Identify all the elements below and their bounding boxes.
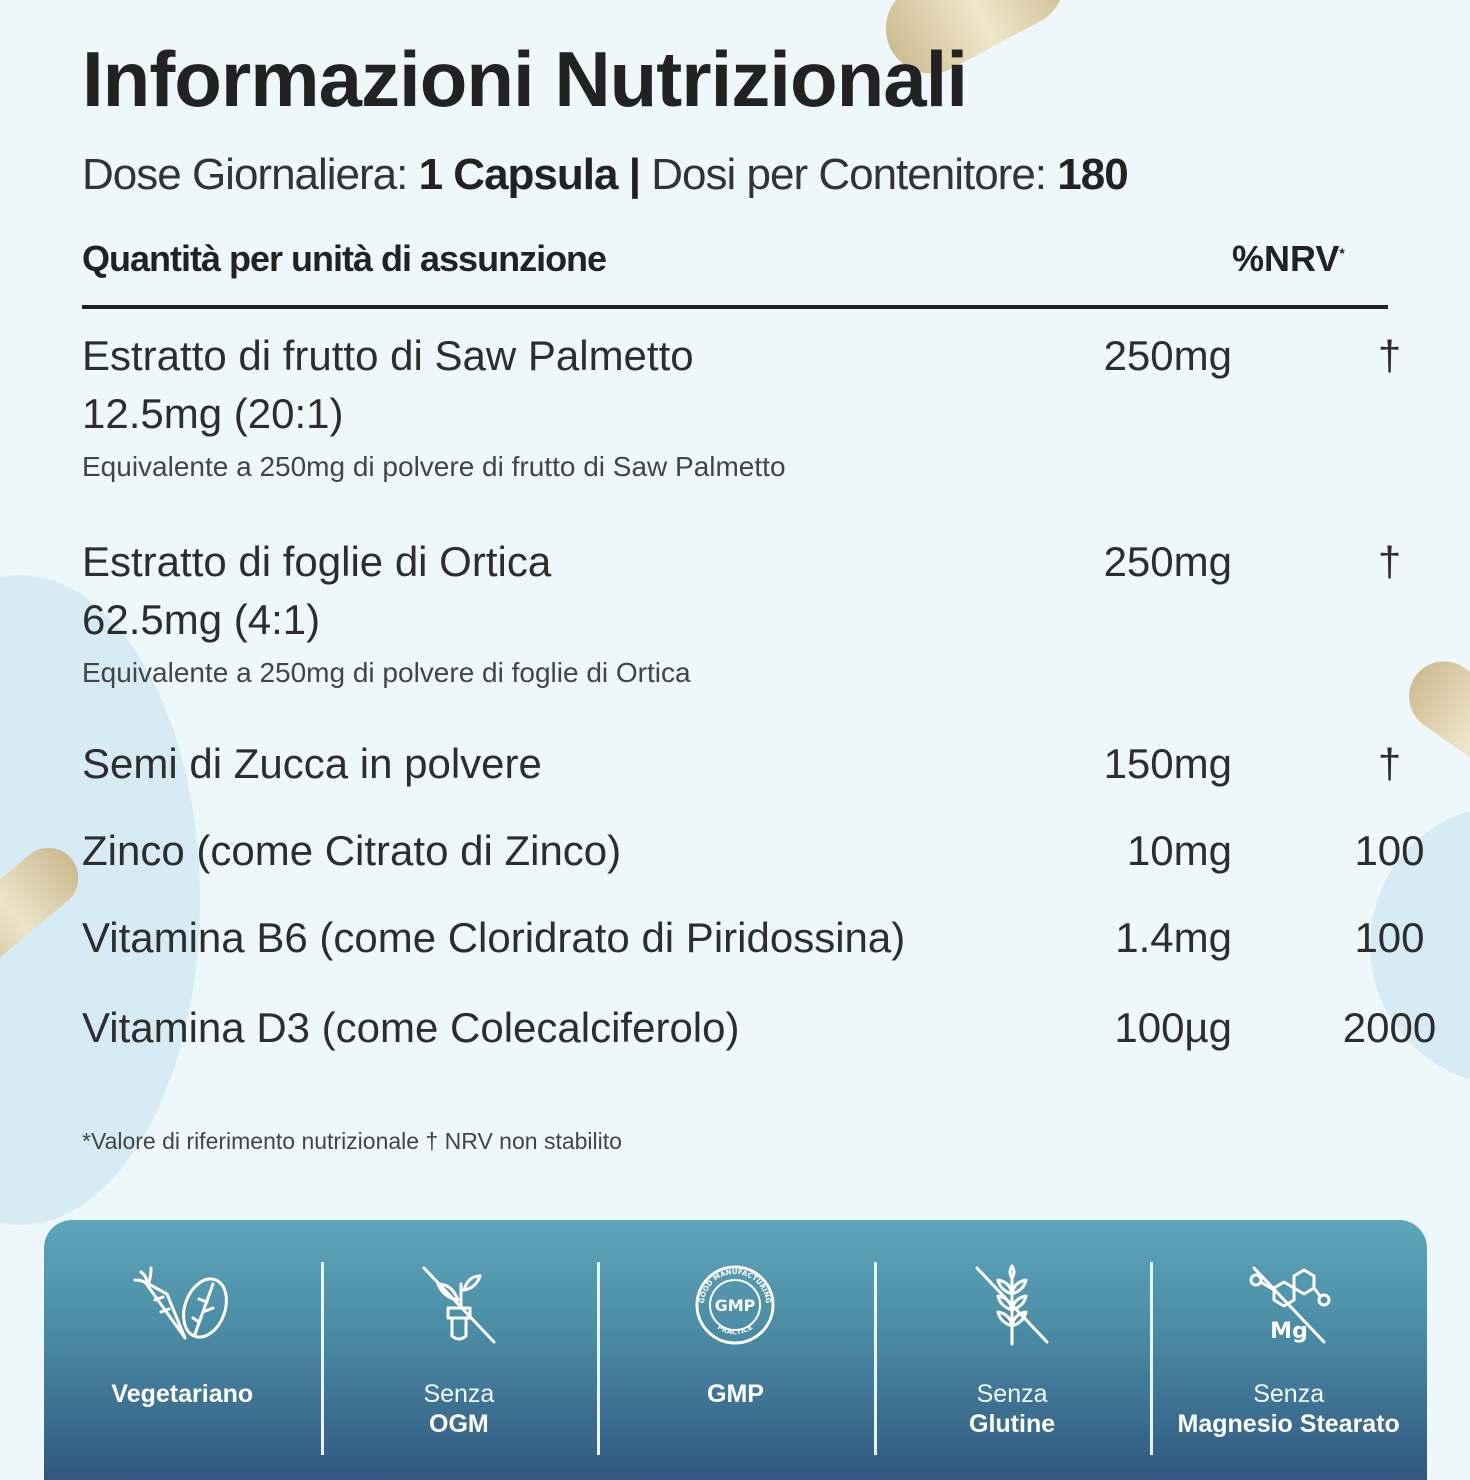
- seal-text-bottom: PRACTICE: [716, 1323, 755, 1337]
- badge-gmp: [597, 1220, 874, 1480]
- ingredient-equivalent: Equivalente a 250mg di polvere di frutto di Saw Palmetto: [82, 451, 786, 482]
- ingredient-nrv: †: [1377, 740, 1402, 787]
- ingredient-nrv: 2000: [1342, 1004, 1437, 1051]
- page-title: Informazioni Nutrizionali: [82, 35, 967, 123]
- badge-label-line1: Senza: [423, 1380, 495, 1408]
- badge-vegetarian: [44, 1220, 321, 1480]
- ingredient-quantity: 100µg: [1114, 1004, 1232, 1051]
- table-row: [82, 533, 1402, 689]
- badge-label-line1: Senza: [1253, 1380, 1325, 1408]
- per-container-value: 180: [1057, 150, 1128, 199]
- ingredient-name: Vitamina B6 (come Cloridrato di Piridossina): [82, 914, 906, 961]
- ingredient-nrv: 100: [1354, 827, 1425, 874]
- no-gmo-icon: [414, 1260, 504, 1350]
- badge-label: GMP: [707, 1380, 764, 1408]
- mg-text: Mg: [1269, 1319, 1308, 1344]
- no-magnesium-stearate-icon: [1244, 1260, 1334, 1350]
- badge-label-line2: Magnesio Stearato: [1177, 1410, 1400, 1438]
- ingredient-quantity: 10mg: [1126, 827, 1232, 874]
- table-header-quantity: Quantità per unità di assunzione: [82, 238, 607, 279]
- table-row: [82, 327, 1402, 483]
- badge-label-line2: OGM: [429, 1410, 489, 1438]
- daily-dose-value: 1 Capsula: [418, 150, 618, 199]
- ingredient-name: Estratto di foglie di Ortica: [82, 538, 552, 585]
- ingredient-name: Vitamina D3 (come Colecalciferolo): [82, 1004, 740, 1051]
- badge-no-gmo: [321, 1220, 598, 1480]
- table-row: [82, 909, 1425, 967]
- ingredient-quantity: 1.4mg: [1115, 914, 1232, 961]
- table-row: [82, 822, 1425, 880]
- header-divider: [82, 305, 1388, 309]
- per-container-label: Dosi per Contenitore:: [651, 150, 1047, 199]
- no-gluten-icon: [967, 1260, 1057, 1350]
- nrv-asterisk: *: [1339, 245, 1345, 261]
- ingredient-quantity: 250mg: [1103, 332, 1232, 379]
- ingredient-nrv: 100: [1354, 914, 1425, 961]
- table-row: [82, 999, 1437, 1057]
- ingredient-quantity: 150mg: [1103, 740, 1232, 787]
- ingredient-extract: 12.5mg (20:1): [82, 390, 344, 437]
- badge-label: Vegetariano: [111, 1380, 254, 1408]
- badge-label-line1: Senza: [976, 1380, 1048, 1408]
- ingredient-name: Estratto di frutto di Saw Palmetto: [82, 332, 694, 379]
- ingredient-quantity: 250mg: [1103, 538, 1232, 585]
- ingredient-name: Zinco (come Citrato di Zinco): [82, 827, 622, 874]
- ingredient-name: Semi di Zucca in polvere: [82, 740, 542, 787]
- ingredient-nrv: †: [1377, 332, 1402, 379]
- ingredient-extract: 62.5mg (4:1): [82, 596, 321, 643]
- dose-info: [82, 150, 1128, 200]
- ingredient-equivalent: Equivalente a 250mg di polvere di foglie di Ortica: [82, 657, 691, 688]
- table-header-nrv: [1232, 238, 1345, 280]
- features-bar: [44, 1220, 1427, 1480]
- daily-dose-label: Dose Giornaliera:: [82, 150, 408, 199]
- svg-text:PRACTICE: [716, 1323, 754, 1336]
- seal-text-center: GMP: [715, 1296, 756, 1315]
- gmp-seal-icon: [690, 1260, 780, 1350]
- dose-separator: |: [628, 150, 641, 199]
- footnote: *Valore di riferimento nutrizionale † NRV non stabilito: [82, 1128, 622, 1154]
- ingredient-nrv: †: [1377, 538, 1402, 585]
- seal-text-top: GOOD MANUFACTURING: [698, 1267, 773, 1304]
- vegetable-icon: [127, 1260, 237, 1350]
- table-row: [82, 735, 1402, 793]
- badge-no-gluten: [874, 1220, 1151, 1480]
- badge-no-magnesium-stearate: [1150, 1220, 1427, 1480]
- nrv-label: %NRV: [1232, 238, 1340, 279]
- badge-label-line2: Glutine: [969, 1410, 1056, 1438]
